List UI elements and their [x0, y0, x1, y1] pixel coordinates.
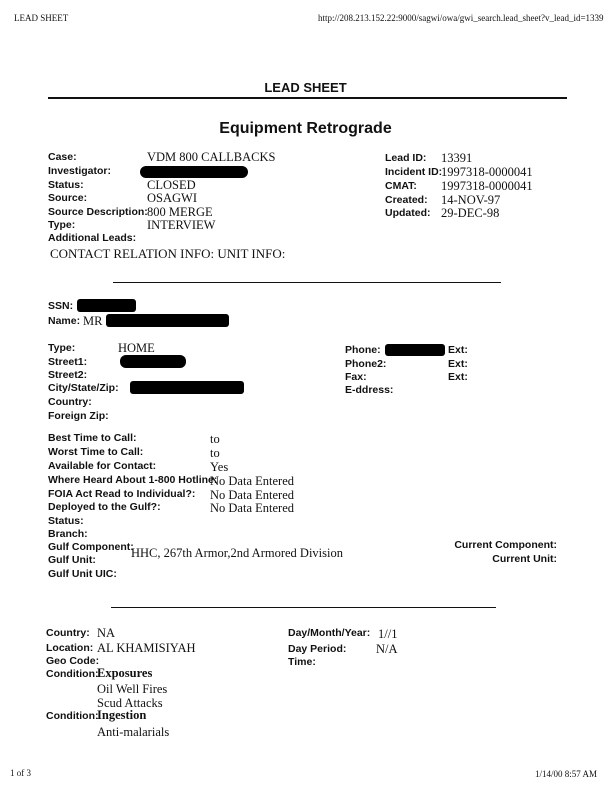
condition-item: Scud Attacks [97, 696, 163, 710]
lead-id-label: Lead ID: [385, 152, 427, 164]
status-value: CLOSED [147, 178, 196, 192]
addr-type-label: Type: [48, 342, 76, 354]
ext-label: Ext: [448, 344, 468, 356]
name-prefix: MR [83, 314, 103, 328]
gulf-unit-uic-label: Gulf Unit UIC: [48, 568, 117, 580]
geo-code-label: Geo Code: [46, 655, 100, 667]
divider [48, 97, 567, 99]
condition-category: Exposures [97, 666, 153, 680]
incident-country-value: NA [97, 626, 116, 640]
incident-id-label: Incident ID: [385, 166, 443, 178]
where-heard-label: Where Heard About 1-800 Hotline: [48, 474, 218, 486]
available-label: Available for Contact: [48, 460, 157, 472]
gulf-component-label: Gulf Component: [48, 541, 134, 553]
gulf-unit-value: HHC, 267th Armor,2nd Armored Division [131, 546, 343, 560]
condition-category: Ingestion [97, 708, 147, 722]
lead-id-value: 13391 [441, 151, 473, 165]
redaction [385, 344, 445, 356]
day-period-value: N/A [376, 642, 398, 656]
source-desc-label: Source Description: [48, 206, 148, 218]
updated-value: 29-DEC-98 [441, 206, 500, 220]
current-unit-label: Current Unit: [492, 553, 557, 565]
divider [111, 607, 496, 608]
best-time-value: to [210, 432, 220, 446]
dmy-label: Day/Month/Year: [288, 627, 371, 639]
country-label: Country: [48, 396, 92, 408]
gulf-unit-label: Gulf Unit: [48, 554, 96, 566]
incident-id-value: 1997318-0000041 [441, 165, 533, 179]
source-value: OSAGWI [147, 191, 197, 205]
condition-label: Condition: [46, 668, 99, 680]
type-label: Type: [48, 219, 76, 231]
page-number: 1 of 3 [10, 768, 31, 778]
created-value: 14-NOV-97 [441, 193, 501, 207]
best-time-label: Best Time to Call: [48, 432, 137, 444]
email-label: E-ddress: [345, 384, 394, 396]
updated-label: Updated: [385, 207, 431, 219]
branch-label: Branch: [48, 528, 88, 540]
investigator-label: Investigator: [48, 165, 112, 177]
deployed-value: No Data Entered [210, 501, 294, 515]
phone2-label: Phone2: [345, 358, 387, 370]
ext-label: Ext: [448, 358, 468, 370]
header-url: http://208.213.152.22:9000/sagwi/owa/gwi_search.lead_sheet?v_lead_id=1339 [318, 13, 604, 23]
current-component-label: Current Component: [454, 539, 557, 551]
time-label: Time: [288, 656, 316, 668]
condition-item: Oil Well Fires [97, 682, 168, 696]
worst-time-value: to [210, 446, 220, 460]
mil-status-label: Status: [48, 515, 84, 527]
redaction [106, 314, 229, 327]
condition-label: Condition: [46, 710, 99, 722]
location-value: AL KHAMISIYAH [97, 641, 196, 655]
city-label: City/State/Zip: [48, 382, 119, 394]
created-label: Created: [385, 194, 428, 206]
street2-label: Street2: [48, 369, 88, 381]
condition-item: Anti-malarials [97, 725, 170, 739]
redaction [140, 166, 248, 178]
location-label: Location: [46, 642, 94, 654]
cmat-label: CMAT: [385, 180, 417, 192]
type-value: INTERVIEW [147, 218, 216, 232]
worst-time-label: Worst Time to Call: [48, 446, 144, 458]
print-datetime: 1/14/00 8:57 AM [534, 769, 597, 779]
foia-label: FOIA Act Read to Individual?: [48, 488, 196, 500]
foreign-zip-label: Foreign Zip: [48, 410, 109, 422]
dmy-value: 1//1 [378, 627, 398, 641]
deployed-label: Deployed to the Gulf?: [48, 501, 161, 513]
ext-label: Ext: [448, 371, 468, 383]
street1-label: Street1: [48, 356, 88, 368]
fax-label: Fax: [345, 371, 367, 383]
case-label: Case: [48, 151, 77, 163]
status-label: Status: [48, 179, 84, 191]
header-title: LEAD SHEET [14, 13, 69, 23]
case-value: VDM 800 CALLBACKS [147, 150, 276, 164]
day-period-label: Day Period: [288, 643, 347, 655]
additional-leads-label: Additional Leads: [48, 232, 137, 244]
phone-label: Phone: [345, 344, 381, 356]
where-heard-value: No Data Entered [210, 474, 294, 488]
page-subtitle: Equipment Retrograde [219, 120, 392, 137]
page-title: LEAD SHEET [264, 80, 347, 95]
divider [113, 282, 501, 283]
source-label: Source: [48, 192, 88, 204]
foia-value: No Data Entered [210, 488, 294, 502]
incident-country-label: Country: [46, 627, 90, 639]
ssn-label: SSN: [48, 300, 74, 312]
redaction [120, 355, 186, 368]
source-desc-value: 800 MERGE [147, 205, 213, 219]
contact-line: CONTACT RELATION INFO: UNIT INFO: [50, 246, 286, 261]
redaction [77, 299, 136, 312]
cmat-value: 1997318-0000041 [441, 179, 533, 193]
available-value: Yes [210, 460, 229, 474]
name-label: Name: [48, 315, 81, 327]
addr-type-value: HOME [118, 341, 155, 355]
redaction [130, 381, 244, 394]
